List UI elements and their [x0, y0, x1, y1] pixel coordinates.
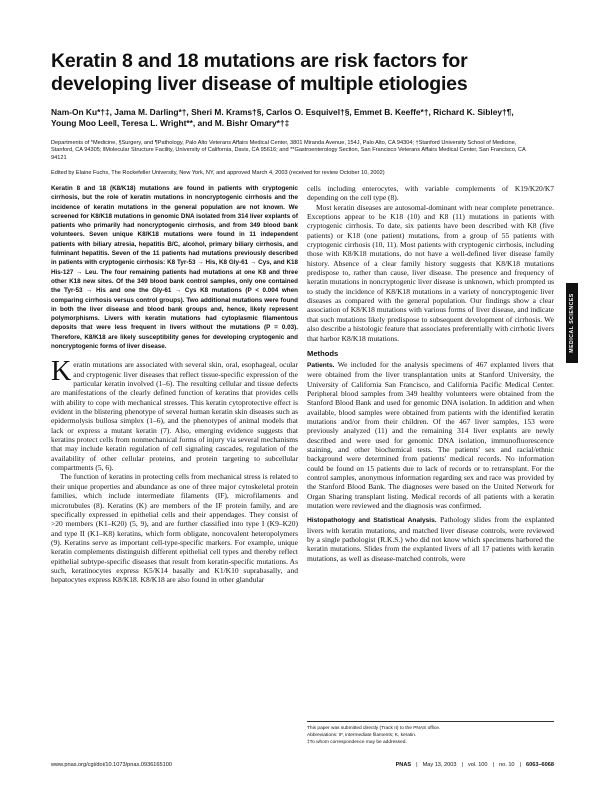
intro-paragraph-1	[51, 356, 298, 473]
right-paragraph-2: Most keratin diseases are autosomal-dominant with near complete penetrance. Exceptions appear to be K18 (10) and K8 (11) mutations in patients with cryptogenic cirrhosis. To date, six patients have been described with K8 (five patients) or K18 (one patient) mutations, from a group of 55 patients with cryptogenic cirrhosis (10, 11). Most patients with cryptogenic cirrhosis, including those with K8/K18 mutations, do not have a well-defined liver disease family history. Absence of a clear family history suggests that K8/K18 mutations predispose to, rather than cause, liver disease. The presence and frequency of keratin mutations in noncryptogenic liver disease is unknown, which prompted us to study the incidence of K8/K18 mutations in a variety of noncryptogenic liver diseases as compared with the general population. Our findings show a clear association of K8/K18 mutations with various forms of liver disease, and indicate that such mutations likely predispose to subsequent development of cirrhosis. We also describe a histologic feature that associates preferentially with cirrhotic livers that harbor K8/K18 mutations.	[307, 202, 554, 343]
side-tab-label: MEDICAL SCIENCES	[569, 293, 575, 353]
left-column	[51, 184, 298, 585]
patients-text: We included for the analysis specimens of 467 explanted livers that were obtained from the liver transplantation units at Stanford University, the University of California San Francisco, and California Pacific Medical Center. Peripheral blood samples from 349 healthy volunteers were obtained from the Stanford Blood Bank and used for genomic DNA isolation. In addition and when available, blood samples were obtained from patients with the identified keratin mutations and/or from their children. Of the 467 liver samples, 153 were previously analyzed (11) and the remaining 314 liver explants are newly described and were used for genomic DNA isolation, immunofluorescence staining, and other biochemical tests. The patients' sex and racial/ethnic background were determined from patients' medical records. No information could be found on 15 patients due to lack of records or to retransplant. For the control samples, anonymous information regarding sex and race was provided by the Stanford Blood Bank. The diagnoses were based on the United Network for Organ Sharing transplant listing. Medical records of all patients with a keratin mutation were reviewed and the diagnosis was confirmed.	[307, 359, 554, 510]
patients-paragraph	[307, 360, 554, 511]
right-column	[307, 184, 554, 563]
histo-text: Pathology slides from the explanted livers with keratin mutations, and matched liver disease controls, were reviewed by a single pathologist (R.K.S.) who did not know which specimens harbored the keratin mutations. Slides from the explanted livers of all 17 patients with keratin mutations, as well as disease-matched controls, were	[307, 515, 555, 563]
patients-run-head: Patients.	[307, 361, 335, 369]
histo-run-head: Histopathology and Statistical Analysis.	[307, 517, 437, 525]
footnote-submission: This paper was submitted directly (Track II) to the PNAS office.	[307, 726, 441, 731]
section-side-tab	[566, 283, 578, 363]
author-list: Nam-On Ku*†‡, Jama M. Darling*†, Sheri M. Krams†§, Carlos O. Esquivel†§, Emmet B. Keeffe*†, Richard K. Sibley†¶, Young Moo Lee‖, Teresa L. Wright**, and M. Bishr Omary*†‡	[51, 107, 514, 128]
intro-paragraph-1-text: eratin mutations are associated with several skin, oral, esophageal, ocular and cryptogenic liver diseases that reflect tissue-specific expression of the particular keratin involved (1–6). The resulting cellular and tissue defects are manifestations of the clearly defined function of keratins that provides cells with ability to cope with mechanical stresses. This keratin cytoprotective effect is evident in the blistering phenotype of several human keratin skin diseases such as epidermolysis bullosa simplex (1–6), and the phenotypes of animal models that lack or express a mutant keratin (7). Also, emerging evidence suggests that keratins protect cells from nonmechanical forms of injury via several mechanisms that may include keratin regulation of cell signaling cascades, regulation of the availability of other cellular proteins, and protein targeting to subcellular compartments (5, 6).	[51, 360, 298, 473]
article-title: Keratin 8 and 18 mutations are risk factors for developing liver disease of multiple etiologies	[51, 50, 468, 95]
footnote-abbreviations: Abbreviations: IF, intermediate filaments; K, keratin.	[307, 733, 417, 738]
edited-by-line: Edited by Elaine Fuchs, The Rockefeller University, New York, NY, and approved March 4, 2003 (received for review October 10, 2002)	[51, 170, 385, 176]
footnote-correspondence: ‡To whom correspondence may be addressed.	[307, 740, 407, 745]
methods-heading: Methods	[307, 348, 339, 358]
drop-cap: K	[51, 356, 72, 388]
introduction	[51, 356, 298, 585]
journal-citation: PNAS | May 13, 2003 | vol. 100 | no. 10 | 6063–6068	[395, 762, 554, 768]
intro-paragraph-2: The function of keratins in protecting cells from mechanical stress is related to their unique properties and abundance as one of three major cytoskeletal protein families, which include intermediate filaments (IF), microfilaments and microtubules (8). Keratins (K) are members of the IF protein family, and are specifically expressed in epithelial cells and their appendages. They consist of >20 members (K1–K20) (5, 9), and are further classified into type I (K9–K20) and type II (K1–K8) keratins, which form obligate, noncovalent heteropolymers (9). Keratins serve as important cell-type-specific markers. For example, unique keratin complements distinguish different epithelial cell types and thereby reflect epithelial subtype-specific diseases that result from keratin-specific mutations. As such, keratinocytes express K5/K14 basally and K1/K10 suprabasally, and hepatocytes express K8/K18. K8/K18 are also found in other glandular	[51, 472, 298, 585]
journal-name: PNAS	[395, 762, 412, 768]
page-range: 6063–6068	[526, 762, 554, 768]
doi-url: www.pnas.org/cgi/doi/10.1073/pnas.0936165100	[51, 762, 172, 768]
right-paragraph-1: cells including enterocytes, with variable complements of K19/K20/K7 depending on the cell type (8).	[307, 184, 554, 203]
issue-date: May 13, 2003	[422, 762, 457, 768]
volume: vol. 100	[467, 762, 488, 768]
histo-paragraph	[307, 515, 554, 563]
affiliations: Departments of *Medicine, §Surgery, and ¶Pathology, Palo Alto Veterans Affairs Medical Center, 3801 Miranda Avenue, 154J, Palo Alto, CA 94304; †Stanford University School of Medicine, Stanford, CA 94305; ‖Molecular Structure Facility, University of California, Davis, CA 95616; and **Gastroenterology Section, San Francisco Veterans Affairs Medical Center, San Francisco, CA 94121	[51, 140, 526, 161]
footnotes	[307, 721, 554, 746]
issue-number: no. 10	[498, 762, 515, 768]
abstract: Keratin 8 and 18 (K8/K18) mutations are found in patients with cryptogenic cirrhosis, but the role of keratin mutations in noncryptogenic cirrhosis and the incidence of keratin mutations in the general population are not known. We screened for K8/K18 mutations in genomic DNA isolated from 314 liver explants of patients who primarily had noncryptogenic cirrhosis, and from 349 blood bank volunteers. Seven unique K8/K18 mutations were found in 11 independent patients with biliary atresia, hepatitis B/C, alcohol, primary biliary cirrhosis, and fulminant hepatitis. Seven of the 11 patients had mutations previously described in patients with cryptogenic cirrhosis: K8 Tyr-53 → His, K8 Gly-61 → Cys, and K18 His-127 → Leu. The four remaining patients had mutations at one K8 and three other K18 new sites. Of the 349 blood bank control samples, only one contained the Tyr-53 → His and one the Gly-61 → Cys K8 mutations (P < 0.004 when comparing cirrhosis versus control groups). Two additional mutations were found in both the liver disease and blood bank groups and, hence, likely represent polymorphisms. Livers with keratin mutations had cytoplasmic filamentous deposits that were less frequent in livers without the mutations (P = 0.03). Therefore, K8/K18 are likely susceptibility genes for developing cryptogenic and noncryptogenic forms of liver disease.	[51, 185, 298, 351]
